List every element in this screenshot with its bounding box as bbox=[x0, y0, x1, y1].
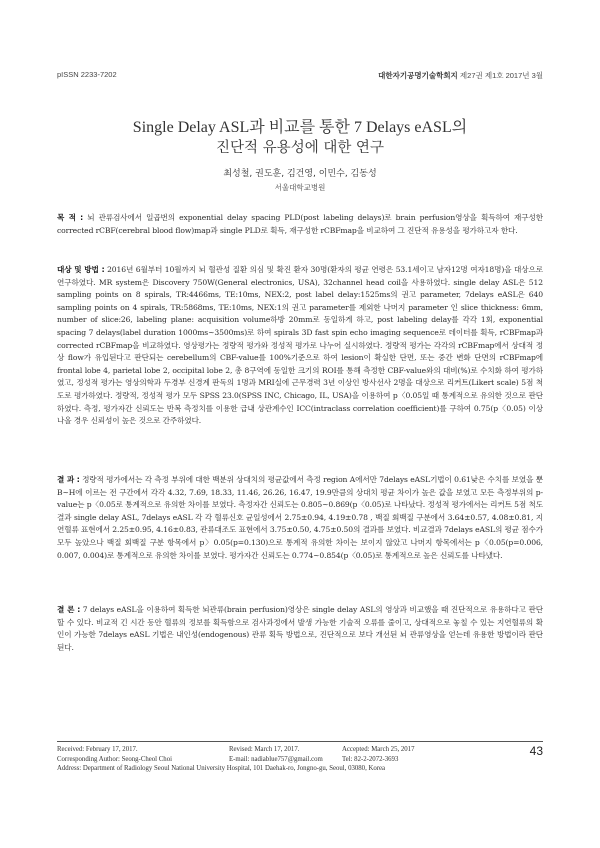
journal-info bbox=[378, 70, 543, 81]
results-label: 결 과 : bbox=[57, 475, 80, 484]
page-number: 43 bbox=[529, 744, 543, 758]
results-text: 정량적 평가에서는 각 측정 부위에 대한 백분위 상대치의 평균값에서 측정 region A에서만 7delays eASL기법이 0.61낮은 수치를 보였을 뿐 B~H에 이르는 전 구간에서 각각 4.32, 7.69, 18.33, 11.46, 26.26, 16.47, 19.9만큼의 상대치 평균 차이가 높은 값을 보였고 모든 측정부위의 p-value는 p〈0.05로 통계적으로 유의한 차이를 보였다. 측정자간 신뢰도는 0.805~0.869(p〈0.05)로 나타났다. 정성적 평가에서는 리커트 5점 척도 결과 single delay ASL, 7delays eASL 각 각 혈류신호 균일성에서 2.75±0.94, 4.19±0.78 , 백질 회백질 구분에서 3.64±0.57, 4.08±0.81, 지연혈류 표현에서 2.25±0.95, 4.16±0.83, 관류대조도 표현에서 3.75±0.50, 4.75±0.50의 결과를 보였다. 비교결과 7delays eASL의 평균 점수가 모두 높았으나 백질 회백질 구분 항목에서 p〉0.05(p=0.130)으로 통계적 유의한 차이는 보이지 않았고 나머지 항목에서는 p〈0.05(p=0.006, 0.007, 0.004)로 통계적으로 유의한 차이를 보였다. 평가자간 신뢰도는 0.774~0.854(p〈0.05)로 통계적으로 높은 신뢰도를 나타냈다. bbox=[57, 475, 543, 560]
footer-divider bbox=[57, 741, 543, 742]
author-address: Address: Department of Radiology Seoul National University Hospital, 101 Daehak-ro, Jongno-gu, Seoul, 03080, Korea bbox=[57, 765, 386, 772]
purpose-text: 뇌 관류검사에서 일곱번의 exponential delay spacing PLD(post labeling delays)로 brain perfusion영상을 획득하여 재구성한 corrected rCBF(cerebral blood flow)map과 single PLD로 획득, 재구성한 rCBFmap을 비교하여 그 진단적 유용성을 평가하고자 한다. bbox=[57, 213, 543, 235]
corresponding-author: Corresponding Author: Seong-Cheol Choi bbox=[57, 755, 172, 763]
received-date: Received: February 17, 2017. bbox=[57, 746, 138, 753]
methods-text: 2016년 6월부터 10월까지 뇌 혈관성 질환 의심 및 확진 환자 30명(환자의 평균 연령은 53.1세이고 남자12명 여자18명)을 대상으로 연구하였다. MR system은 Discovery 750W(General electronics, USA), 32channel head coil을 사용하였다. single delay ASL은 512 sampling points on 8 spirals, TR:4466ms, TE:10ms, NEX:2, post label delay:1525ms의 권고 parameter, 7delays eASL은 640 sampling points on 4 spirals, TR:5868ms, TE:10ms, NEX:1의 권고 parameter를 제외한 나머지 parameter 인 slice thickness: 6mm, number of slice:26, labeling plane: acquisition volume하방 20mm로 동일하게 하고, post labeling delay를 각각 1회, exponential spacing 7 delays(label duration 1000ms~3500ms)로 하여 spirals 3D fast spin echo imaging sequence로 데이터를 획득, rCBFmap과 corrected rCBFmap을 비교하였다. 영상평가는 정량적 평가와 정성적 평가로 나누어 실시하였다. 정량적 평가는 각각의 rCBFmap에서 상대적 정상 flow가 유입된다고 판단되는 cerebellum의 CBF-value를 100%기준으로 하여 lesion이 확실한 단면, 또는 중간 변화 단면의 rCBFmap에 frontal lobe 4, parietal lobe 2, occipital lobe 2, 총 8구역에 동일한 크기의 ROI를 통해 측정한 CBF-value와의 대비(%)로 수치화 하여 평가하였고, 정성적 평가는 영상의학과 두경부 신경계 판독의 1명과 MRI실에 근무경력 3년 이상인 방사선사 2명을 대상으로 리커트(Likert scale) 5점 척도로 평가하였다. 정량적, 정성적 평가 모두 SPSS 23.0(SPSS INC, Chicago, IL, USA)을 이용하여 p〈0.05일 때 통계적으로 유의한 것으로 판단하였다. 측정, 평가자간 신뢰도는 반복 측정치를 이용한 급내 상관계수인 ICC(intraclass correlation coefficient)를 구하여 0.75(p〈0.05) 이상 나올 경우 신뢰성이 높은 것으로 간주하였다. bbox=[57, 265, 543, 426]
paper-title bbox=[40, 118, 560, 158]
abstract-results bbox=[57, 474, 543, 562]
methods-label: 대상 및 방법 : bbox=[57, 265, 105, 274]
author-email: E-mail: nadiablue757@gmail.com bbox=[229, 755, 323, 763]
conclusion-label: 결 론 : bbox=[57, 605, 81, 614]
footer-notes bbox=[57, 745, 543, 774]
issn: pISSN 2233-7202 bbox=[57, 70, 117, 79]
title-line-2: 진단적 유용성에 대한 연구 bbox=[216, 140, 384, 156]
journal-issue: 제27권 제1호 2017년 3월 bbox=[459, 71, 543, 80]
author-tel: Tel: 82-2-2072-3693 bbox=[342, 755, 399, 763]
conclusion-text: 7 delays eASL을 이용하여 획득한 뇌관류(brain perfusion)영상은 single delay ASL의 영상과 비교했을 때 진단적으로 유용하다고 판단할 수 있다. 비교적 긴 시간 동안 혈류의 정보를 획득함으로 검사과정에서 발생 가능한 기술적 오류를 줄이고, 상대적으로 놓칠 수 있는 지연혈류의 확인이 가능한 7delays eASL 기법은 내인성(endogenous) 관류 획득 방법으로, 진단적으로 보다 개선된 뇌 관류영상을 얻는데 유용한 방법이라 판단된다. bbox=[57, 605, 544, 652]
journal-name: 대한자기공명기술학회지 bbox=[378, 71, 458, 80]
title-line-1: Single Delay ASL과 비교를 통한 7 Delays eASL의 bbox=[132, 119, 468, 136]
abstract-purpose bbox=[57, 212, 543, 237]
abstract-conclusion bbox=[57, 604, 543, 654]
authors: 최성철, 권도훈, 김건영, 이민수, 김동성 bbox=[223, 169, 377, 179]
abstract-methods bbox=[57, 264, 543, 428]
purpose-label: 목 적 : bbox=[57, 213, 84, 222]
revised-date: Revised: March 17, 2017. bbox=[229, 746, 300, 753]
accepted-date: Accepted: March 25, 2017 bbox=[342, 746, 415, 753]
affiliation: 서울대학교병원 bbox=[274, 183, 326, 192]
